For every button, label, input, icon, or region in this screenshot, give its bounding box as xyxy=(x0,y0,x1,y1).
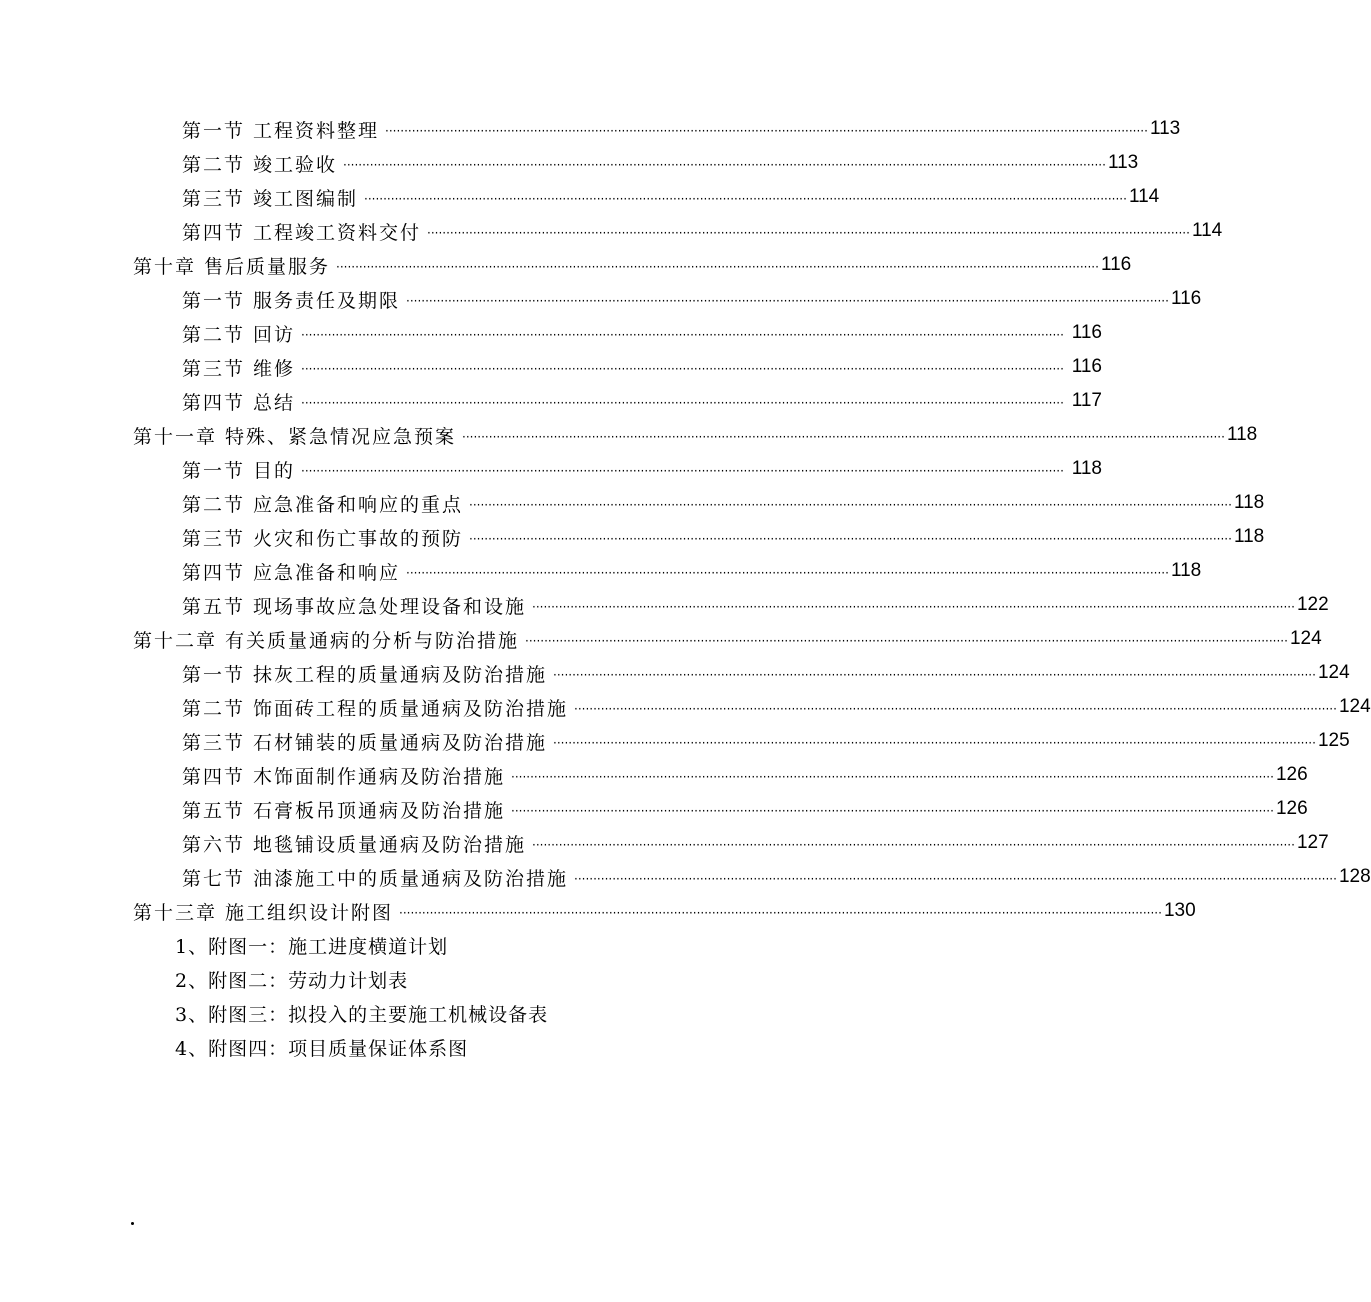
toc-section-entry[interactable] xyxy=(0,180,1190,214)
toc-entry-label: 第一节 抹灰工程的质量通病及防治措施 xyxy=(182,663,548,686)
toc-entry-label: 第五节 现场事故应急处理设备和设施 xyxy=(182,595,527,618)
toc-page-number: 114 xyxy=(1191,220,1223,241)
toc-section-entry[interactable] xyxy=(0,452,1190,486)
toc-entry-label: 第十一章 特殊、紧急情况应急预案 xyxy=(133,425,457,448)
toc-entry-label: 2、附图二：劳动力计划表 xyxy=(175,969,409,992)
toc-leader-dots: ········································································································································································································ xyxy=(406,294,1169,308)
toc-page-number: 122 xyxy=(1296,594,1329,615)
toc-leader-dots: ········································································································································································································ xyxy=(574,702,1337,716)
toc-attachment-entry[interactable] xyxy=(0,962,1095,996)
toc-page-number: 124 xyxy=(1338,696,1371,717)
toc-section-entry[interactable] xyxy=(0,316,1190,350)
toc-entry-label: 第三节 火灾和伤亡事故的预防 xyxy=(182,527,464,550)
toc-entry-label: 第十章 售后质量服务 xyxy=(133,255,331,278)
toc-entry-label: 第十三章 施工组织设计附图 xyxy=(133,901,394,924)
toc-entry-label: 第三节 石材铺装的质量通病及防治措施 xyxy=(182,731,548,754)
toc-entry-label: 1、附图一：施工进度横道计划 xyxy=(175,935,449,958)
toc-entry-label: 第四节 总结 xyxy=(182,391,296,414)
toc-entry-label: 第四节 工程竣工资料交付 xyxy=(182,221,422,244)
toc-page-number: 116 xyxy=(1071,356,1102,377)
toc-entry-label: 第六节 地毯铺设质量通病及防治措施 xyxy=(182,833,527,856)
toc-section-entry[interactable] xyxy=(0,112,1190,146)
toc-entry-label: 第一节 工程资料整理 xyxy=(182,119,380,142)
toc-section-entry[interactable] xyxy=(0,588,1329,622)
toc-page-number: 125 xyxy=(1317,730,1350,751)
toc-leader-dots: ········································································································································································································ xyxy=(364,192,1127,206)
toc-chapter-entry[interactable] xyxy=(0,248,1141,282)
toc-section-entry[interactable] xyxy=(0,486,1265,520)
toc-leader-dots: ········································································································································································································ xyxy=(511,804,1274,818)
toc-page-number: 118 xyxy=(1233,492,1265,513)
page-mark xyxy=(131,1222,134,1225)
toc-leader-dots: ········································································································································································································ xyxy=(336,260,1099,274)
toc-page-number: 118 xyxy=(1233,526,1265,547)
toc-page-number: 128 xyxy=(1338,866,1371,887)
toc-section-entry[interactable] xyxy=(0,724,1350,758)
toc-leader-dots: ········································································································································································································ xyxy=(511,770,1274,784)
toc-leader-dots: ········································································································································································································ xyxy=(532,600,1295,614)
toc-page-number: 127 xyxy=(1296,832,1329,853)
toc-leader-dots: ········································································································································································································ xyxy=(301,328,1064,342)
toc-section-entry[interactable] xyxy=(0,656,1350,690)
toc-leader-dots: ········································································································································································································ xyxy=(406,566,1169,580)
toc-chapter-entry[interactable] xyxy=(0,418,1258,452)
toc-page-number: 118 xyxy=(1071,458,1102,479)
toc-section-entry[interactable] xyxy=(0,860,1371,894)
toc-entry-label: 4、附图四：项目质量保证体系图 xyxy=(175,1037,469,1060)
toc-leader-dots: ········································································································································································································ xyxy=(301,464,1064,478)
toc-section-entry[interactable] xyxy=(0,554,1202,588)
toc-page-number: 130 xyxy=(1163,900,1196,921)
toc-attachment-entry[interactable] xyxy=(0,928,1095,962)
toc-page-number: 126 xyxy=(1275,798,1308,819)
toc-section-entry[interactable] xyxy=(0,520,1265,554)
toc-leader-dots: ········································································································································································································ xyxy=(343,158,1106,172)
toc-page-number: 124 xyxy=(1317,662,1350,683)
toc-page-number: 124 xyxy=(1289,628,1322,649)
toc-section-entry[interactable] xyxy=(0,350,1190,384)
toc-leader-dots: ········································································································································································································ xyxy=(553,736,1316,750)
toc-section-entry[interactable] xyxy=(0,384,1190,418)
toc-chapter-entry[interactable] xyxy=(0,894,1196,928)
toc-entry-label: 第三节 竣工图编制 xyxy=(182,187,359,210)
toc-leader-dots: ········································································································································································································ xyxy=(301,362,1064,376)
toc-entry-label: 第三节 维修 xyxy=(182,357,296,380)
toc-entry-label: 第五节 石膏板吊顶通病及防治措施 xyxy=(182,799,506,822)
toc-page-number: 116 xyxy=(1071,322,1102,343)
toc-entry-label: 3、附图三：拟投入的主要施工机械设备表 xyxy=(175,1003,549,1026)
toc-section-entry[interactable] xyxy=(0,758,1308,792)
toc-leader-dots: ········································································································································································································ xyxy=(385,124,1148,138)
toc-page-number: 118 xyxy=(1226,424,1258,445)
toc-entry-label: 第四节 应急准备和响应 xyxy=(182,561,401,584)
toc-page-number: 117 xyxy=(1071,390,1102,411)
toc-page-number: 118 xyxy=(1170,560,1202,581)
toc-entry-label: 第二节 饰面砖工程的质量通病及防治措施 xyxy=(182,697,569,720)
toc-leader-dots: ········································································································································································································ xyxy=(399,906,1162,920)
toc-page-number: 116 xyxy=(1170,288,1202,309)
toc-attachment-entry[interactable] xyxy=(0,1030,1095,1064)
toc-page-number: 114 xyxy=(1128,186,1160,207)
toc-section-entry[interactable] xyxy=(0,792,1308,826)
toc-leader-dots: ········································································································································································································ xyxy=(301,396,1064,410)
toc-page-number: 113 xyxy=(1107,152,1139,173)
toc-leader-dots: ········································································································································································································ xyxy=(525,634,1288,648)
toc-leader-dots: ········································································································································································································ xyxy=(574,872,1337,886)
toc-page-number: 116 xyxy=(1100,254,1132,275)
toc-section-entry[interactable] xyxy=(0,214,1223,248)
toc-entry-label: 第十二章 有关质量通病的分析与防治措施 xyxy=(133,629,520,652)
toc-entry-label: 第二节 应急准备和响应的重点 xyxy=(182,493,464,516)
toc-leader-dots: ········································································································································································································ xyxy=(462,430,1225,444)
toc-leader-dots: ········································································································································································································ xyxy=(469,532,1232,546)
toc-leader-dots: ········································································································································································································ xyxy=(427,226,1190,240)
toc-leader-dots: ········································································································································································································ xyxy=(532,838,1295,852)
toc-attachment-entry[interactable] xyxy=(0,996,1095,1030)
toc-entry-label: 第二节 竣工验收 xyxy=(182,153,338,176)
toc-chapter-entry[interactable] xyxy=(0,622,1322,656)
toc-section-entry[interactable] xyxy=(0,146,1190,180)
toc-entry-label: 第七节 油漆施工中的质量通病及防治措施 xyxy=(182,867,569,890)
toc-entry-label: 第一节 目的 xyxy=(182,459,296,482)
toc-page-number: 113 xyxy=(1149,118,1181,139)
toc-leader-dots: ········································································································································································································ xyxy=(553,668,1316,682)
toc-section-entry[interactable] xyxy=(0,282,1202,316)
toc-section-entry[interactable] xyxy=(0,826,1329,860)
toc-entry-label: 第四节 木饰面制作通病及防治措施 xyxy=(182,765,506,788)
toc-entry-label: 第二节 回访 xyxy=(182,323,296,346)
toc-leader-dots: ········································································································································································································ xyxy=(469,498,1232,512)
toc-entry-label: 第一节 服务责任及期限 xyxy=(182,289,401,312)
toc-section-entry[interactable] xyxy=(0,690,1371,724)
toc-page-number: 126 xyxy=(1275,764,1308,785)
